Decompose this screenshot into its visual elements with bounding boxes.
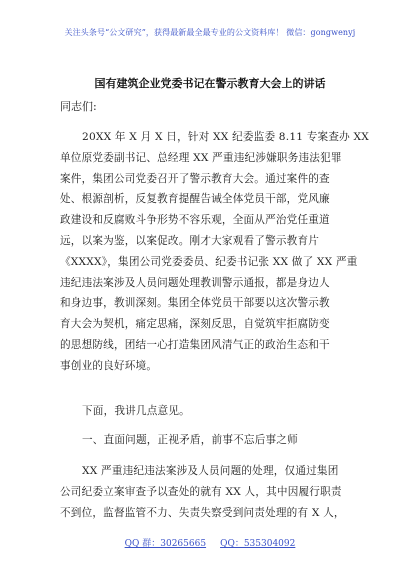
paragraph-line: 政建设和反腐败斗争形势不容乐观，全面从严治党任重道 [60, 214, 330, 227]
paragraph-line: 20XX 年 X 月 X 日，针对 XX 纪委监委 8.11 专案查办 XX [82, 131, 369, 143]
paragraph-line: 不到位，监督监管不力、失责失察受到问责处理的有 X 人， [60, 506, 345, 519]
document-title: 国有建筑企业党委书记在警示教育大会上的讲话 [94, 77, 326, 90]
section-heading-line: 一、直面问题，正视矛盾，前事不忘后事之师 [82, 434, 298, 446]
paragraph-line: XX 严重违纪违法案涉及人员问题的处理，仅通过集团 [82, 465, 339, 477]
paragraph-2 [60, 401, 358, 422]
paragraph-line: 下面，我讲几点意见。 [82, 405, 190, 417]
paragraph-line: 的思想防线，团结一心打造集团风清气正的政治生态和干 [60, 338, 330, 351]
section-1-heading [60, 430, 358, 451]
paragraph-line: 单位原党委副书记、总经理 XX 严重违纪涉嫌职务违法犯罪 [60, 151, 342, 164]
paragraph-line: 和身边事，教训深刻。集团全体党员干部要以这次警示教 [60, 297, 330, 310]
paragraph-line: 处、根源剖析，反复教育提醒告诫全体党员干部，党风廉 [60, 193, 330, 206]
qq-group-number: QQ 群：30265665 [124, 539, 207, 549]
paragraph-line: 公司纪委立案审查予以查处的就有 XX 人，其中因履行职责 [60, 485, 342, 498]
salutation: 同志们: [60, 100, 97, 113]
paragraph-3 [60, 461, 358, 523]
paragraph-line: 违纪违法案涉及人员问题处理教训警示通报，都是身边人 [60, 276, 330, 289]
paragraph-line: 育大会为契机，痛定思痛，深刻反思，自觉筑牢拒腐防变 [60, 318, 330, 331]
paragraph-line: 远，以案为鉴，以案促改。刚才大家观看了警示教育片 [60, 234, 320, 247]
header-banner: 关注头条号“公文研究”，获得最新最全最专业的公文资料库！ 微信：gongwenyj [64, 28, 356, 37]
paragraph-line: 事创业的良好环境。 [60, 359, 158, 372]
paragraph-line: 《XXXX》，集团公司党委委员、纪委书记张 XX 做了 XX 严重 [60, 255, 358, 268]
paragraph-line: 案件，集团公司党委召开了警示教育大会。通过案件的查 [60, 172, 330, 185]
paragraph-1 [60, 127, 369, 377]
footer-contact [90, 536, 330, 549]
qq-number: QQ：535304092 [220, 539, 296, 549]
